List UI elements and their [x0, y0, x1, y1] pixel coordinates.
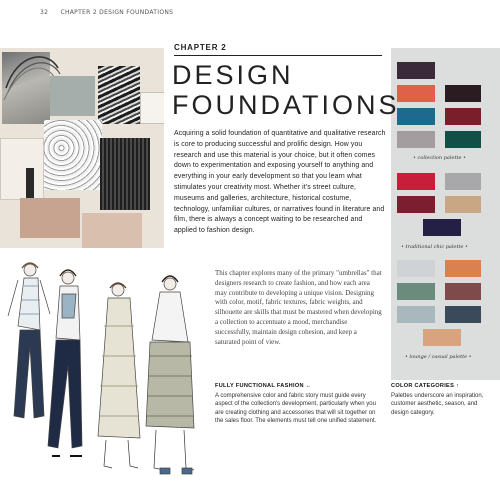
swatch-lounge-6 — [445, 306, 481, 323]
intro-paragraph: Acquiring a solid foundation of quantitative and qualitative research is core to producing successful and prolific design. How you research and use this material is your choice, but it often comes down to experimentation and exposing yourself to anything and everything in your early development so that you learn what stimulates your creativity most. Whether it's street culture, museums and galleries, architecture, historical costume, technology, unfamiliar cultures, or narratives found in literature and film, there is always a concept waiting to be researched and applied to fashion design. — [174, 130, 386, 235]
zebra-fabric-swatch — [98, 66, 140, 124]
traditional-palette-label: • traditional chic palette • — [401, 244, 468, 250]
figure-1 — [8, 263, 50, 418]
tan-swatch — [20, 198, 80, 238]
swatch-collection-2 — [397, 85, 435, 102]
color-caption-text: Palettes underscore an inspiration, customer aesthetic, season, and design category. — [391, 393, 484, 416]
fabric-sample-card — [0, 138, 44, 200]
swatch-collection-1 — [397, 62, 435, 79]
swatch-traditional-2 — [445, 173, 481, 190]
peach-swatch — [82, 213, 142, 248]
swatch-collection-3 — [445, 85, 481, 102]
swatch-collection-4 — [397, 108, 435, 125]
title-line-2: FOUNDATIONS — [172, 90, 400, 120]
swatch-traditional-3 — [397, 196, 435, 213]
color-caption-heading: COLOR CATEGORIES ↑ — [391, 383, 460, 389]
swatch-collection-6 — [397, 131, 435, 148]
chapter-rule — [174, 55, 382, 56]
chapter-label: CHAPTER 2 — [174, 43, 227, 52]
swatch-lounge-1 — [397, 260, 435, 277]
running-head-section: CHAPTER 2 DESIGN FOUNDATIONS — [60, 9, 174, 16]
title-line-1: DESIGN — [172, 60, 294, 90]
moodboard-photo — [0, 48, 164, 248]
chapter-title — [172, 60, 400, 120]
running-head — [40, 9, 173, 16]
palette-panel — [391, 48, 500, 380]
swatch-lounge-4 — [445, 283, 481, 300]
swatch-collection-7 — [445, 131, 481, 148]
collection-palette-label: • collection palette • — [413, 155, 466, 161]
lace-fabric-swatch — [44, 120, 102, 190]
swatch-lounge-2 — [445, 260, 481, 277]
swatch-lounge-3 — [397, 283, 435, 300]
swatch-collection-5 — [445, 108, 481, 125]
figure-2 — [48, 270, 82, 456]
fashion-caption-heading: FULLY FUNCTIONAL FASHION ← — [215, 383, 312, 389]
figure-3 — [98, 283, 140, 468]
swatch-traditional-5 — [423, 219, 461, 236]
page-number: 32 — [40, 9, 49, 16]
fashion-caption-text: A comprehensive color and fabric story must guide every aspect of the collection's development, particularly when you are creating clothing and accessories that will sit together on the sales floor. The elements must tell one unified statement. — [215, 393, 377, 425]
fashion-sketch-illustration — [0, 256, 205, 491]
knit-fabric-swatch — [100, 138, 150, 210]
figure-4 — [146, 276, 194, 474]
lounge-palette-label: • lounge / casual palette • — [405, 354, 472, 360]
chapter-body-paragraph: This chapter explores many of the primary "umbrellas" that designers research to create fashion, and how each area may contribute to developing a unique vision. Designing with color, motif, fabric textures, fabric weights, and silhouette are skills that must be mastered when developing a collection to accentuate a mood, merchandise successfully, maintain design cohesion, and keep a saturated point of view. — [215, 269, 382, 346]
grey-swatch — [50, 76, 95, 116]
tag-card — [140, 92, 164, 124]
swatch-lounge-5 — [397, 306, 435, 323]
swatch-lounge-7 — [423, 329, 461, 346]
swatch-traditional-4 — [445, 196, 481, 213]
swatch-traditional-1 — [397, 173, 435, 190]
